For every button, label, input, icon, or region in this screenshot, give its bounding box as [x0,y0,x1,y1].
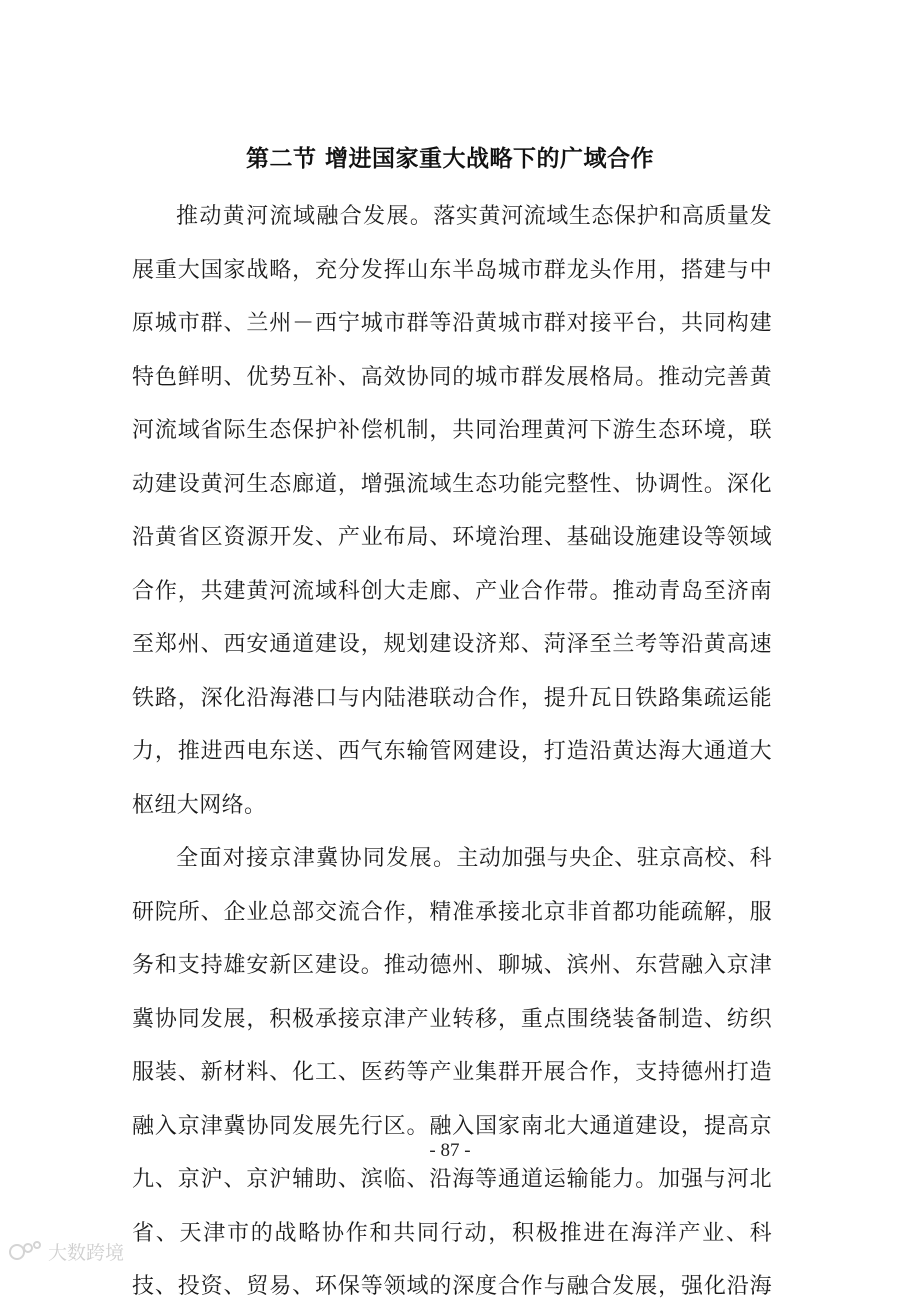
paragraph-line: 枢纽大网络。 [132,792,267,818]
watermark-text: 大数跨境 [48,1242,125,1264]
page-number: - 87 - [429,1140,471,1161]
paragraph-lead: 全面对接京津冀协同发展。 [176,846,457,871]
paragraph-line: 冀协同发展，积极承接京津产业转移，重点围绕装备制造、纺织 [132,1006,772,1032]
paragraph-line: 务和支持雄安新区建设。推动德州、聊城、滨州、东营融入京津 [132,953,772,978]
paragraph-line: 推动黄河流域融合发展。落实黄河流域生态保护和高质量发 [176,204,772,229]
brand-logo-icon [8,1239,44,1265]
paragraph-line: 铁路，深化沿海港口与内陆港联动合作，提升瓦日铁路集疏运能 [132,685,772,711]
paragraph-line: 省、天津市的战略协作和共同行动，积极推进在海洋产业、科 [132,1220,772,1246]
paragraph-line: 服装、新材料、化工、医药等产业集群开展合作，支持德州打造 [132,1060,772,1085]
paragraph-line: 沿黄省区资源开发、产业布局、环境治理、基础设施建设等领域 [132,525,772,550]
paragraph-line: 河流域省际生态保护补偿机制，共同治理黄河下游生态环境，联 [132,418,772,443]
paragraph-line: 技、投资、贸易、环保等领域的深度合作与融合发展，强化沿海 [132,1274,772,1299]
paragraph-line: 特色鲜明、优势互补、高效协同的城市群发展格局。推动完善黄 [132,364,772,390]
paragraph-line: 九、京沪、京沪辅助、滨临、沿海等通道运输能力。加强与河北 [132,1167,772,1192]
paragraph-line: 全面对接京津冀协同发展。主动加强与央企、驻京高校、科 [176,846,773,871]
paragraph-line: 至郑州、西安通道建设，规划建设济郑、菏泽至兰考等沿黄高速 [132,632,772,657]
watermark [8,1238,124,1265]
paragraph-line: 融入京津冀协同发展先行区。融入国家南北大通道建设，提高京 [132,1113,772,1139]
paragraph-line: 展重大国家战略，充分发挥山东半岛城市群龙头作用，搭建与中 [132,257,772,283]
paragraph-line: 力，推进西电东送、西气东输管网建设，打造沿黄达海大通道大 [132,739,772,764]
paragraph-line: 合作，共建黄河流域科创大走廊、产业合作带。推动青岛至济南 [132,578,772,604]
paragraph-line: 动建设黄河生态廊道，增强流域生态功能完整性、协调性。深化 [132,471,772,497]
paragraph-lead: 推动黄河流域融合发展。 [176,204,434,229]
section-title: 第二节 增进国家重大战略下的广域合作 [245,146,654,172]
paragraph-line: 研院所、企业总部交流合作，精准承接北京非首都功能疏解，服 [132,899,772,925]
paragraph-line: 原城市群、兰州－西宁城市群等沿黄城市群对接平台，共同构建 [132,311,772,336]
